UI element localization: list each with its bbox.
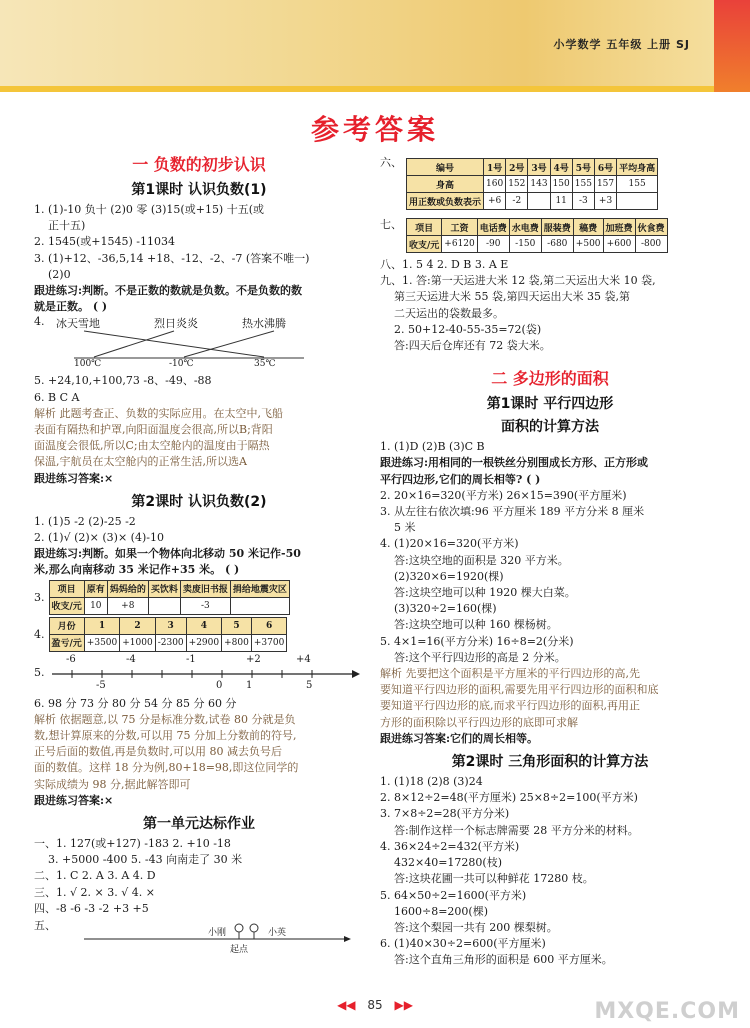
- answer-line: 5. 64×50÷2=1600(平方米): [380, 888, 527, 902]
- answer-line: 1. (1)5 -2 (2)-25 -2: [34, 514, 136, 528]
- tick-label: -4: [126, 653, 136, 665]
- table-cell: 收支/元: [49, 597, 84, 614]
- answer-line: 答:这个梨园一共有 200 棵梨树。: [394, 920, 558, 934]
- temp-100: 100℃: [74, 359, 102, 370]
- table-cell: -90: [477, 236, 509, 253]
- walk-diagram: [34, 917, 364, 955]
- table-cell: 143: [528, 176, 550, 193]
- answer-line: 答:这个直角三角形的面积是 600 平方厘米。: [394, 953, 613, 967]
- table-header: 4: [186, 617, 221, 634]
- answer-line: (3)320÷2=160(棵): [394, 602, 497, 616]
- table-cell: +1000: [120, 634, 155, 651]
- answer-line: 5 米: [394, 521, 416, 535]
- follow-practice: 就是正数。 ( ): [34, 300, 108, 314]
- follow-practice: 米,那么向南移动 35 米记作+35 米。 ( ): [34, 563, 240, 577]
- table-header: 编号: [407, 159, 484, 176]
- table-header: 稿费: [573, 219, 603, 236]
- tick-label: +4: [296, 653, 311, 665]
- follow-answer: 跟进练习答案:它们的周长相等。: [380, 731, 539, 745]
- answer-line: 五、: [34, 919, 56, 933]
- tick-label: +2: [246, 653, 261, 665]
- answer-line: 九、1. 答:第一天运进大米 12 袋,第二天运出大米 10 袋,: [380, 274, 656, 288]
- table-header: 6号: [594, 159, 616, 176]
- lesson2-title: 第2课时 认识负数(2): [131, 493, 267, 510]
- explanation-line: 解析 依据题意,以 75 分是标准分数,试卷 80 分就是负: [34, 712, 296, 726]
- table-header: 平均身高: [617, 159, 658, 176]
- table-header: 5号: [572, 159, 594, 176]
- explanation-line: 保温,宇航员在太空舱内的正常生活,所以选A: [34, 455, 247, 469]
- table-cell: -800: [635, 236, 667, 253]
- unit-test-title: 第一单元达标作业: [143, 816, 255, 833]
- table-header: 6: [251, 617, 286, 634]
- tick-label: 5: [306, 679, 313, 691]
- table-cell: +500: [573, 236, 603, 253]
- follow-practice: 跟进练习:判断。如果一个物体向北移动 50 米记作-50: [34, 547, 301, 561]
- follow-answer: 跟进练习答案:×: [34, 793, 114, 807]
- answer-line: 6. (1)40×30÷2=600(平方厘米): [380, 937, 546, 951]
- table-header: 原有: [84, 580, 107, 597]
- answer-line: 3. 7×8÷2=28(平方分米): [380, 807, 510, 821]
- answer-line: 2. 50+12-40-55-35=72(袋): [394, 322, 542, 336]
- explanation-line: 方形的面积除以平行四边形的底即可求解: [380, 715, 578, 729]
- table-header: 工资: [442, 219, 477, 236]
- table-header: 妈妈给的: [107, 580, 148, 597]
- number-line: [34, 654, 364, 694]
- answer-line: 答:制作这样一个标志牌需要 28 平方分米的材料。: [394, 823, 639, 837]
- answer-line: 四、-8 -6 -3 -2 +3 +5: [34, 901, 149, 915]
- watermark-logo: MXQE.COM: [594, 999, 740, 1024]
- table-cell: 157: [594, 176, 616, 193]
- tick-label: -6: [66, 653, 76, 665]
- table-header: 月份: [49, 617, 84, 634]
- follow-answer: 跟进练习答案:×: [34, 471, 114, 485]
- answer-line: 答:这块花圃一共可以种鲜花 17280 枝。: [394, 872, 594, 886]
- header-stripe: [714, 0, 750, 92]
- lesson4-title: 第2课时 三角形面积的计算方法: [451, 754, 649, 771]
- book-id: 小学数学 五年级 上册 SJ: [553, 38, 690, 51]
- right-column: [380, 150, 720, 969]
- table-header: 3: [155, 617, 186, 634]
- table-header: 伙食费: [635, 219, 667, 236]
- table-cell: +6120: [442, 236, 477, 253]
- explanation-line: 数,想计算原来的分数,可以用 75 分加上分数前的符号,: [34, 729, 297, 743]
- explanation-line: 面的数值。这样 18 分为例,80+18=98,即这位同学的: [34, 761, 299, 775]
- answer-line: 1600÷8=200(棵): [394, 904, 489, 918]
- label-sun: 烈日炎炎: [154, 317, 198, 331]
- answer-line: 2. 20×16=320(平方米) 26×15=390(平方厘米): [380, 488, 627, 502]
- label-start: 起点: [230, 945, 249, 956]
- lesson3-title-2: 面积的计算方法: [501, 419, 599, 436]
- header-banner: [0, 0, 750, 92]
- answer-line: 3. +5000 -400 5. -43 向南走了 30 米: [48, 853, 243, 867]
- table-header: 电话费: [477, 219, 509, 236]
- unit1-title: 一 负数的初步认识: [132, 155, 266, 174]
- table-cell: 收支/元: [407, 236, 442, 253]
- table-cell: 用正数或负数表示: [407, 193, 484, 210]
- answer-line: 1. (1)D (2)B (3)C B: [380, 440, 485, 454]
- lesson1-title: 第1课时 认识负数(1): [131, 182, 267, 198]
- temp-35: 35℃: [254, 359, 276, 370]
- table-cell: 150: [550, 176, 572, 193]
- q4-label: 4.: [34, 627, 45, 641]
- table-cell: +800: [222, 634, 252, 651]
- table-cell: -150: [509, 236, 541, 253]
- table-cell: +600: [603, 236, 635, 253]
- answer-line: 答:四天后仓库还有 72 袋大米。: [394, 339, 551, 353]
- table-cell: -3: [180, 597, 230, 614]
- table-header: 水电费: [509, 219, 541, 236]
- follow-practice: 平行四边形,它们的周长相等? ( ): [380, 472, 541, 486]
- answer-line: 2. 8×12÷2=48(平方厘米) 25×8÷2=100(平方米): [380, 791, 638, 805]
- table-header: 加班费: [603, 219, 635, 236]
- explanation-line: 解析 此题考查正、负数的实际应用。在太空中,飞船: [34, 406, 283, 420]
- table-cell: -680: [541, 236, 573, 253]
- explanation-line: 面温度会很低,所以C;由太空舱内的温度由于隔热: [34, 439, 270, 453]
- answer-line: 2. 1545(或+1545) -11034: [34, 235, 175, 249]
- follow-practice: 跟进练习:用相同的一根铁丝分别围成长方形、正方形或: [380, 456, 649, 470]
- answer-line: 二天运出的袋数最多。: [394, 306, 504, 320]
- label-boil: 热水沸腾: [242, 317, 286, 331]
- answer-line: 5. 4×1=16(平方分米) 16÷8=2(分米): [380, 634, 574, 648]
- answer-line: 6. 98 分 73 分 80 分 54 分 85 分 60 分: [34, 696, 237, 710]
- tick-label: 1: [246, 679, 253, 691]
- answer-line: 3. 从左往右依次填:96 平方厘米 189 平方分米 8 厘米: [380, 505, 645, 519]
- table-cell: [230, 597, 289, 614]
- tick-label: -1: [186, 653, 196, 665]
- explanation-line: 解析 先要把这个面积是平方厘米的平行四边形的高,先: [380, 667, 640, 681]
- table-header: 2: [120, 617, 155, 634]
- table-cell: -3: [572, 193, 594, 210]
- explanation-line: 实际成绩为 98 分,据此解答即可: [34, 777, 191, 791]
- q7-label: 七、: [380, 218, 402, 231]
- explanation-line: 正号后面的数值,再是负数时,可以用 80 减去负号后: [34, 745, 282, 759]
- table-cell: +6: [484, 193, 506, 210]
- q3-label: 3.: [34, 590, 45, 604]
- table-cell: 160: [484, 176, 506, 193]
- unit2-title: 二 多边形的面积: [491, 369, 609, 389]
- table-cell: +3500: [84, 634, 119, 651]
- table-header: 卖废旧书报: [180, 580, 230, 597]
- answer-line: 4. 36×24÷2=432(平方米): [380, 839, 520, 853]
- page-title: 参考答案: [310, 113, 439, 146]
- tick-label: 0: [216, 679, 223, 691]
- answer-line: (2)0: [48, 267, 71, 281]
- table-cell: 152: [506, 176, 528, 193]
- answer-line: 答:这个平行四边形的高是 2 分米。: [394, 650, 566, 664]
- table-cell: 155: [617, 176, 658, 193]
- explanation-line: 表面有隔热和护罩,向阳面温度会很高,所以B;背阳: [34, 423, 273, 437]
- table-cell: [617, 193, 658, 210]
- table-header: 买饮料: [148, 580, 180, 597]
- explanation-line: 要知道平行四边形的面积,需要先用平行四边形的面积和底: [380, 683, 659, 697]
- table-cell: 10: [84, 597, 107, 614]
- table-header: 服装费: [541, 219, 573, 236]
- explanation-line: 要知道平行四边形的底,而求平行四边形的面积,再用正: [380, 699, 640, 713]
- table-cell: 盈亏/元: [49, 634, 84, 651]
- answer-line: 二、1. C 2. A 3. A 4. D: [34, 869, 156, 883]
- answer-line: 3. (1)+12、-36,5,14 +18、-12、-2、-7 (答案不唯一): [34, 251, 310, 265]
- tick-label: -5: [96, 679, 106, 691]
- answer-line: 5. +24,10,+100,73 -8、-49、-88: [34, 374, 212, 388]
- answer-line: 答:这块空地的面积是 320 平方米。: [394, 553, 569, 567]
- prev-arrows-icon: ◀◀: [337, 998, 356, 1012]
- table-cell: [528, 193, 550, 210]
- table-header: 捐给地震灾区: [230, 580, 289, 597]
- table-header: 3号: [528, 159, 550, 176]
- answer-line: 答:这块空地可以种 1920 棵大白菜。: [394, 586, 576, 600]
- answer-line: 答:这块空地可以种 160 棵杨树。: [394, 618, 558, 632]
- next-arrows-icon: ▶▶: [394, 998, 413, 1012]
- table-cell: 11: [550, 193, 572, 210]
- label-xiaoying: 小英: [268, 928, 287, 939]
- temperature-matching: 4. 冰天雪地 烈日炎炎 热水沸腾 100℃ -10℃ 35℃: [34, 315, 364, 373]
- table-cell: [148, 597, 180, 614]
- answer-line: 八、1. 5 4 2. D B 3. A E: [380, 258, 509, 271]
- label-xiaogang: 小刚: [208, 928, 227, 939]
- answer-line: 1. (1)-10 负十 (2)0 零 (3)15(或+15) 十五(或: [34, 203, 265, 216]
- q6-label: 六、: [380, 156, 402, 169]
- page-number: 85: [367, 998, 383, 1012]
- q5-label: 5.: [34, 665, 45, 679]
- table-header: 1号: [484, 159, 506, 176]
- table-header: 1: [84, 617, 119, 634]
- table-cell: +3: [594, 193, 616, 210]
- table-header: 5: [222, 617, 252, 634]
- table-cell: +3700: [251, 634, 286, 651]
- answer-line: 4. (1)20×16=320(平方米): [380, 537, 519, 551]
- answer-line: 6. B C A: [34, 390, 80, 404]
- expense-table: [406, 218, 668, 253]
- answer-line: 432×40=17280(枝): [394, 856, 503, 870]
- answer-line: 2. (1)√ (2)× (3)× (4)-10: [34, 531, 164, 545]
- table-header: 项目: [49, 580, 84, 597]
- table-cell: -2300: [155, 634, 186, 651]
- table-cell: 身高: [407, 176, 484, 193]
- answer-line: 一、1. 127(或+127) -183 2. +10 -18: [34, 837, 231, 851]
- answer-line: 正十五): [48, 219, 86, 233]
- answer-line: 1. (1)18 (2)8 (3)24: [380, 775, 483, 789]
- answer-line: (2)320×6=1920(棵): [394, 569, 504, 583]
- table-header: 4号: [550, 159, 572, 176]
- height-table: [406, 158, 658, 210]
- table-cell: +2900: [186, 634, 221, 651]
- label-ice: 冰天雪地: [56, 317, 100, 331]
- table-cell: +8: [107, 597, 148, 614]
- follow-practice: 跟进练习:判断。不是正数的数就是负数。不是负数的数: [34, 284, 303, 298]
- profit-table: [49, 617, 288, 652]
- table-cell: -2: [506, 193, 528, 210]
- answer-line: 三、1. √ 2. × 3. √ 4. ×: [34, 885, 155, 899]
- table-cell: 155: [572, 176, 594, 193]
- table-header: 2号: [506, 159, 528, 176]
- table-header: 项目: [407, 219, 442, 236]
- left-column: [34, 150, 364, 955]
- lesson3-title: 第1课时 平行四边形: [486, 396, 614, 413]
- answer-line: 第三天运进大米 55 袋,第四天运出大米 35 袋,第: [394, 290, 630, 304]
- income-table: [49, 580, 290, 615]
- temp-neg10: -10℃: [169, 359, 194, 370]
